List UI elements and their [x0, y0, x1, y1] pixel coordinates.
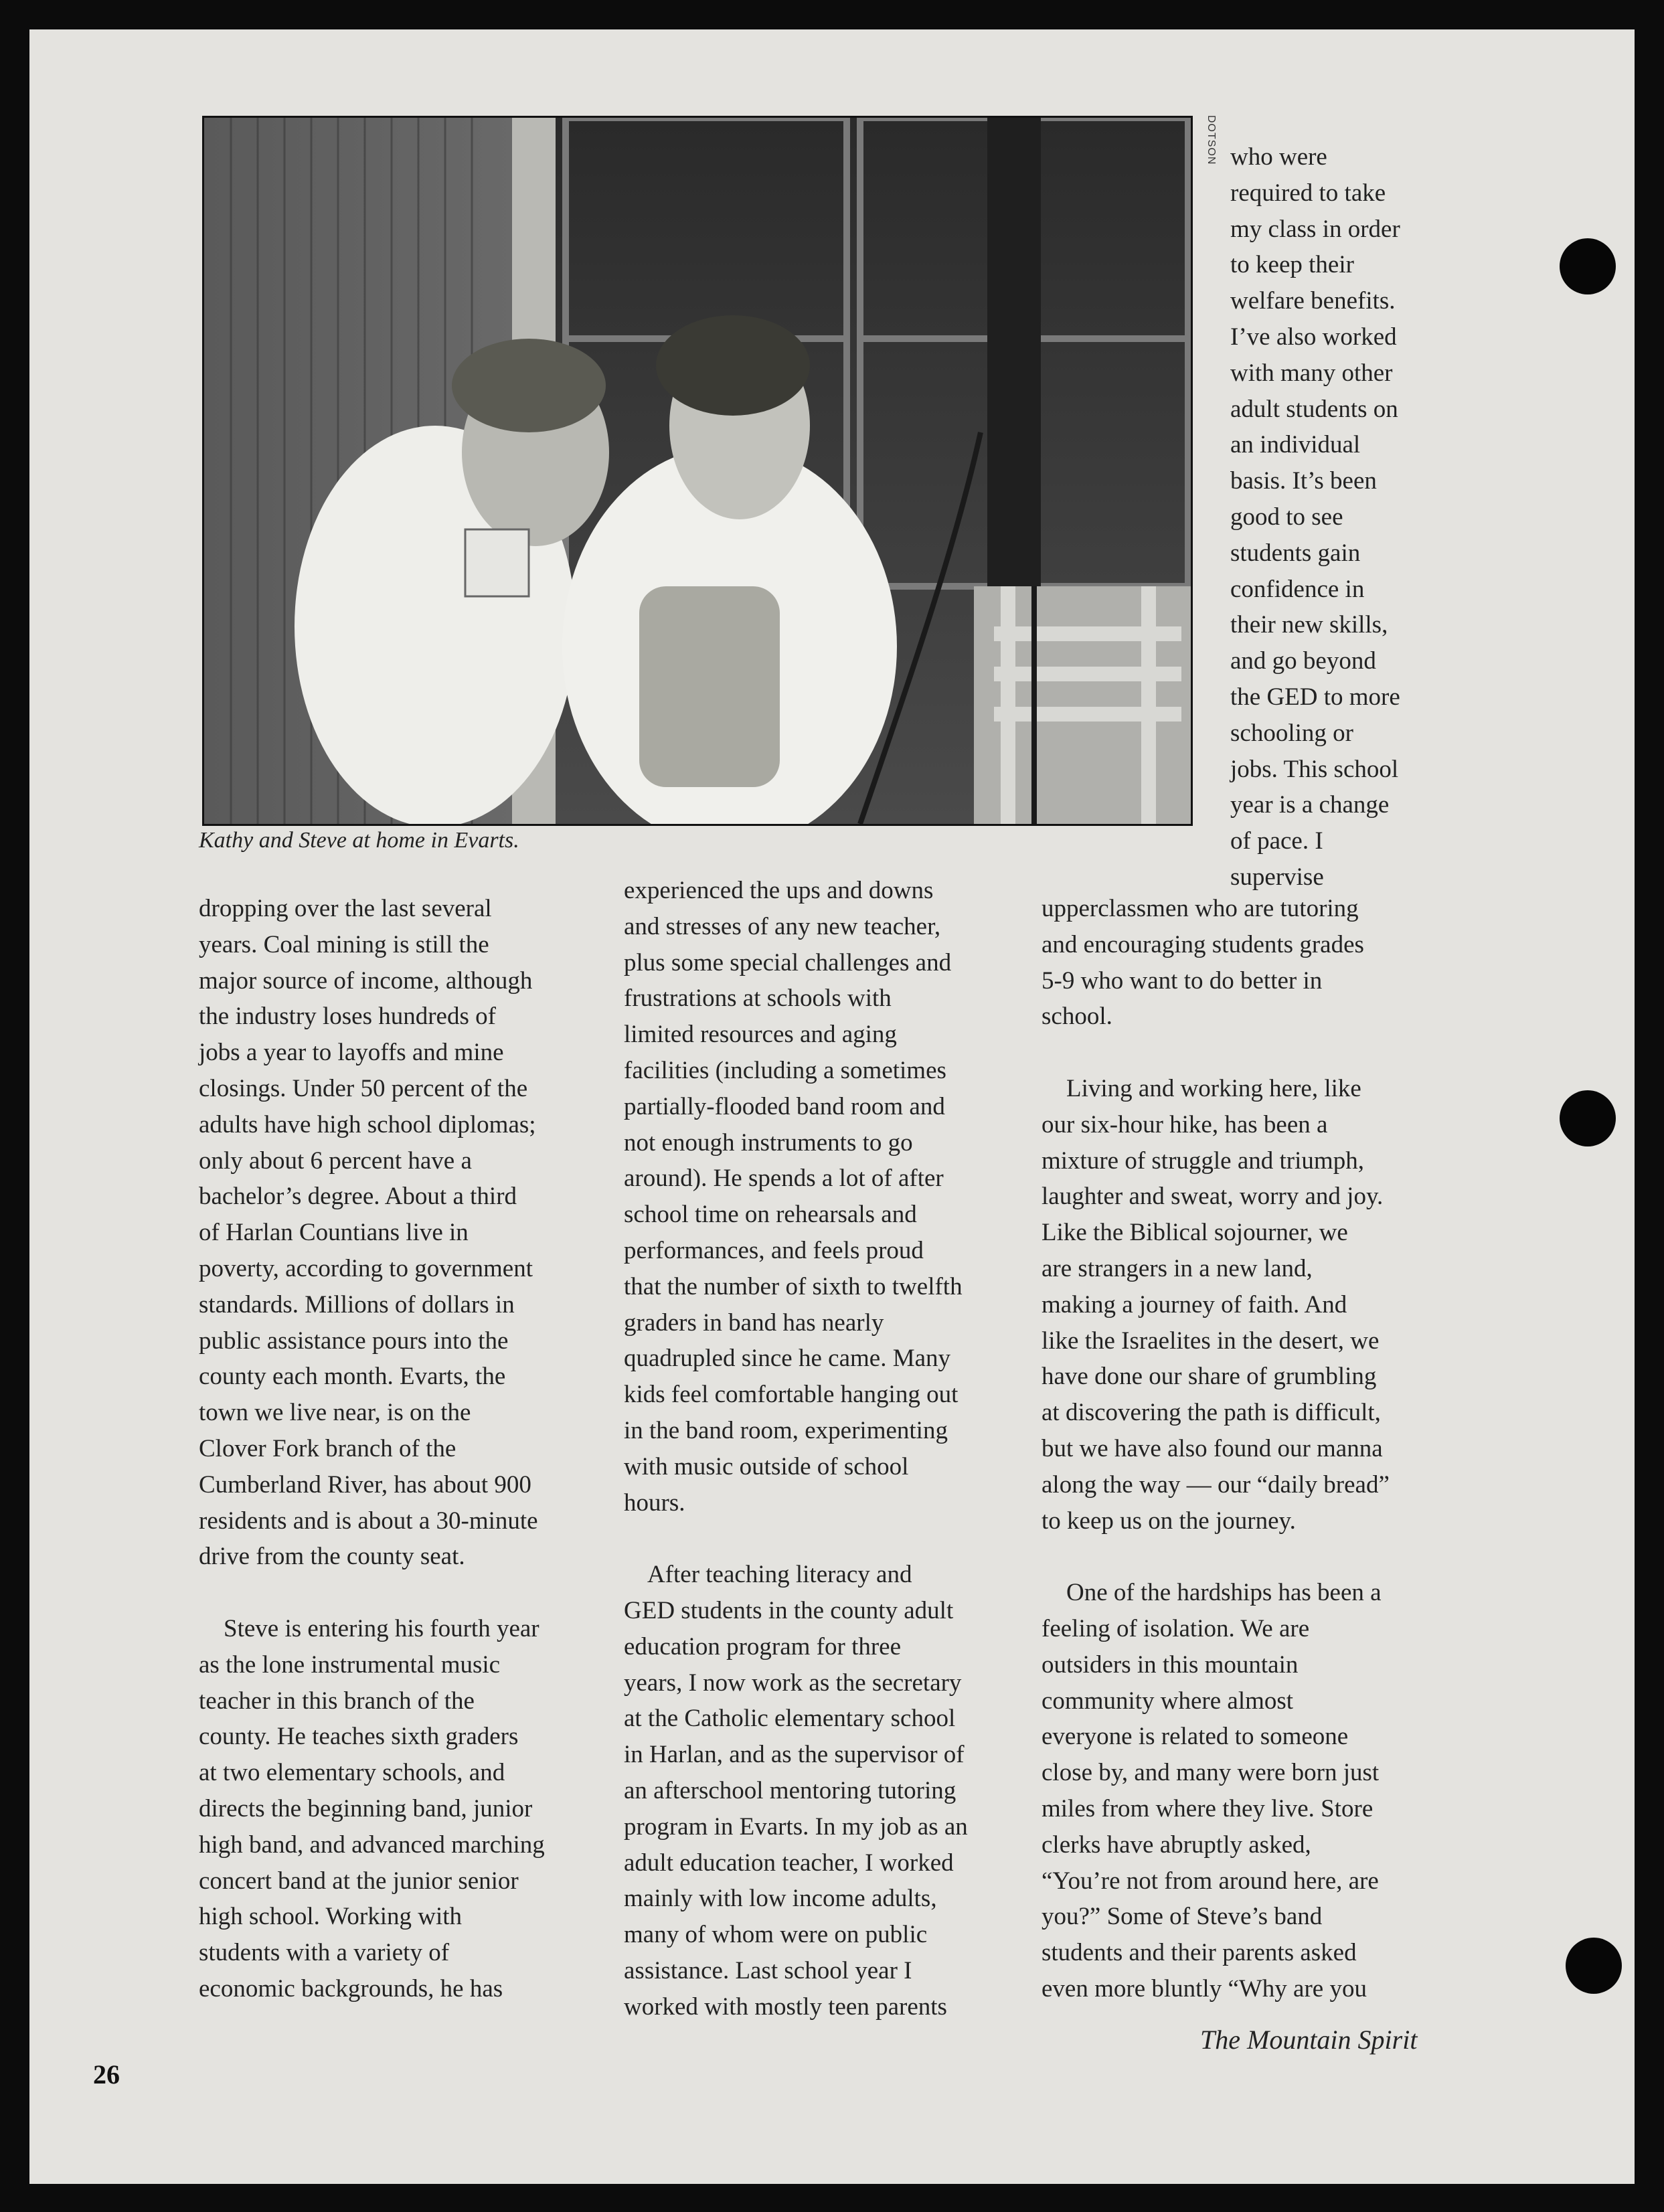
- text-column-1: dropping over the last several years. Coal mining is still the major source of income, although the industry loses hundreds of jobs a year to layoffs and mine closings. Under 50 percent of the adults have high school diplomas; only about 6 percent have a bachelor’s degree. About a third of Harlan Countians live in poverty, according to government standards. Millions of dollars in public assistance pours into the county each month. Evarts, the town we live near, is on the Clover Fork branch of the Cumberland River, has about 900 residents and is about a 30-minute drive from the county seat. Steve is entering his fourth year as the lone instrumental music teacher in this branch of the county. He teaches sixth graders at two elementary schools, and directs the beginning band, junior high band, and advanced marching concert band at the junior senior high school. Working with students with a variety of economic backgrounds, he has: [199, 895, 545, 2003]
- text-column-right-of-photo: who were required to take my class in order to keep their welfare benefits. I’ve also worked with many other adult students on an individual basis. It’s been good to see students gain confidence in their new skills, and go beyond the GED to more schooling or jobs. This school year is a change of pace. I supervise: [1230, 143, 1400, 891]
- text-column-3: upperclassmen who are tutoring and encouraging students grades 5-9 who want to do better in school. Living and working here, like our six-hour hike, has been a mixture of struggle and triumph, laughter and sweat, worry and joy. Like the Biblical sojourner, we are strangers in a new land, making a journey of faith. And like the Israelites in the desert, we have done our share of grumbling at discovering the path is difficult, but we have also found our manna along the way — our “daily bread” to keep us on the journey. One of the hardships has been a feeling of isolation. We are outsiders in this mountain community where almost everyone is related to someone close by, and many were born just miles from where they live. Store clerks have abruptly asked, “You’re not from around here, are you?” Some of Steve’s band students and their parents asked even more bluntly “Why are you: [1042, 895, 1390, 2003]
- binder-hole-middle: [1560, 1090, 1616, 1146]
- photo-caption: Kathy and Steve at home in Evarts.: [199, 828, 519, 853]
- photo-illustration: [204, 118, 1191, 824]
- page-number: 26: [93, 2059, 120, 2090]
- binder-hole-top: [1560, 238, 1616, 294]
- porch-photo: [202, 116, 1193, 826]
- text-column-2: experienced the ups and downs and stresses of any new teacher, plus some special challenges and frustrations at schools with limited resources and aging facilities (including a sometimes partially-flooded band room and not enough instruments to go around). He spends a lot of after school time on rehearsals and performances, and feels proud that the number of sixth to twelfth graders in band has nearly quadrupled since he came. Many kids feel comfortable hanging out in the band room, experimenting with music outside of school hours. After teaching literacy and GED students in the county adult education program for three years, I now work as the secretary at the Catholic elementary school in Harlan, and as the supervisor of an afterschool mentoring tutoring program in Evarts. In my job as an adult education teacher, I worked mainly with low income adults, many of whom were on public assistance. Last school year I worked with mostly teen parents: [624, 877, 968, 2021]
- publication-name: The Mountain Spirit: [1200, 2025, 1418, 2055]
- photo-credit: DOTSON: [1205, 115, 1217, 165]
- binder-hole-bottom: [1566, 1938, 1622, 1994]
